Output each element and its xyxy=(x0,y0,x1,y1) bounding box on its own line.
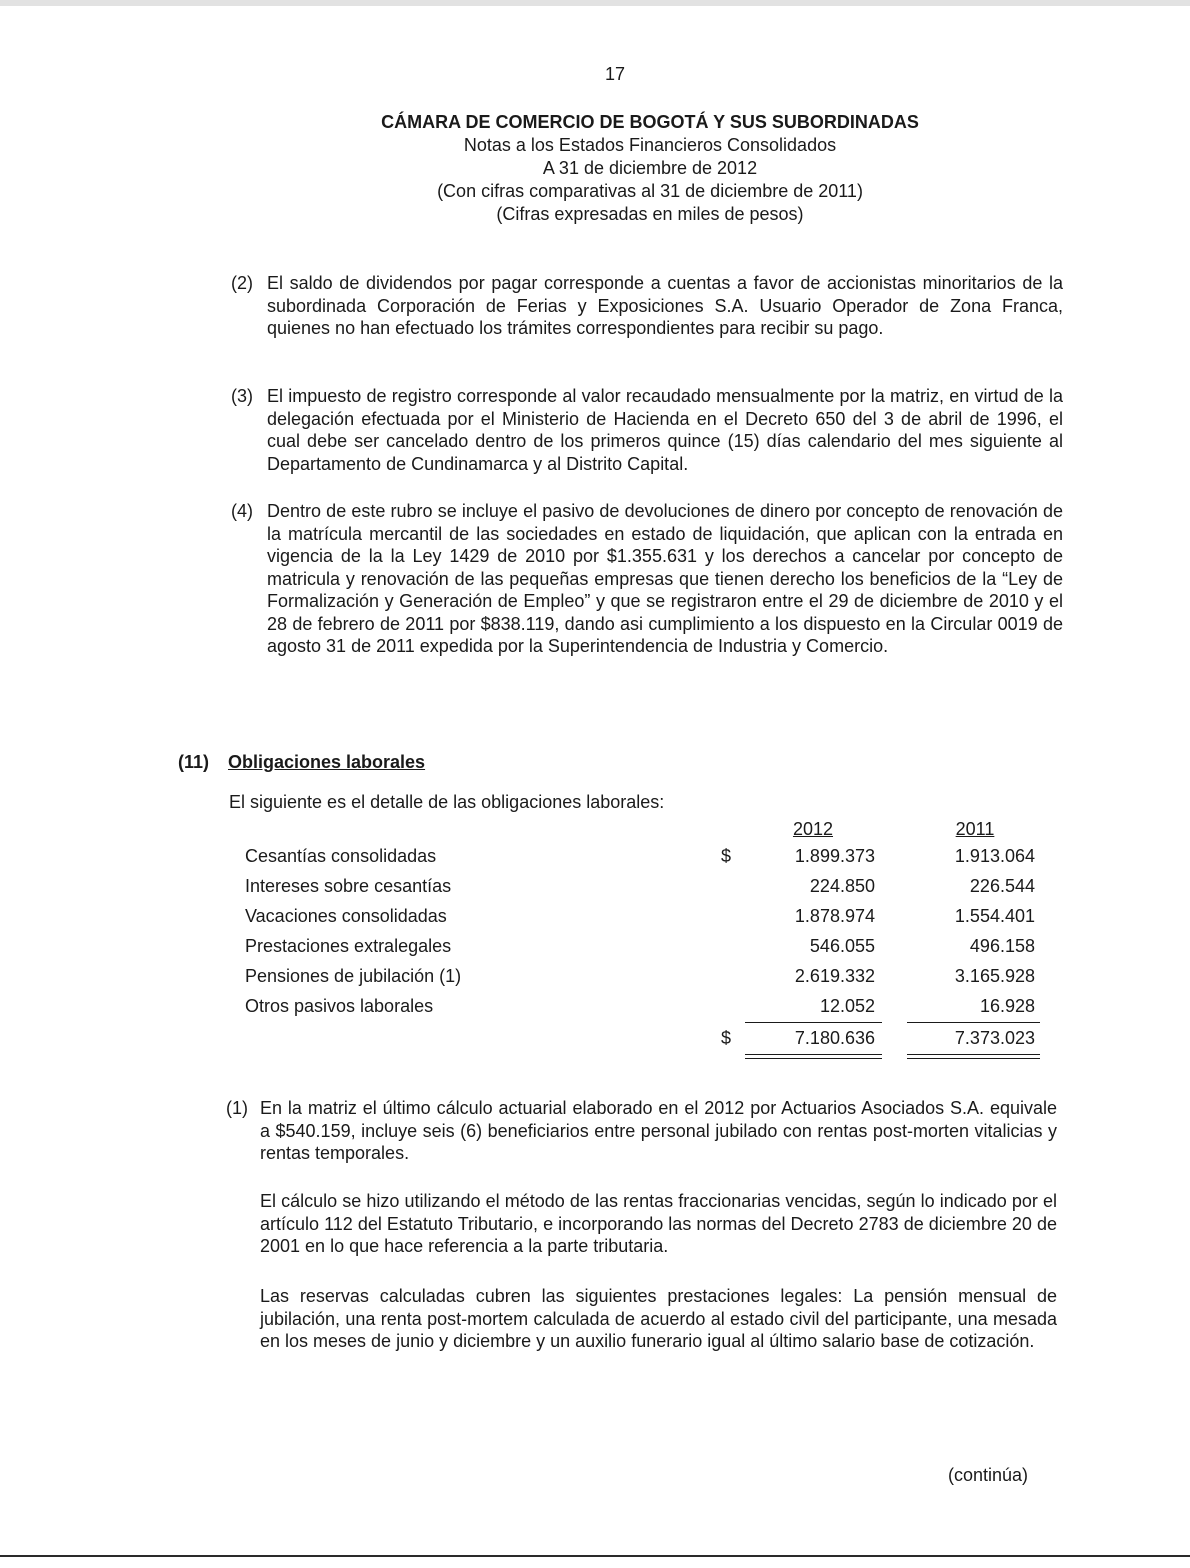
header-units: (Cifras expresadas en miles de pesos) xyxy=(496,204,804,224)
row-label: Otros pasivos laborales xyxy=(245,996,434,1016)
total-double-rule-2012 xyxy=(745,1058,882,1059)
footnote-paragraph: Las reservas calculadas cubren las siguientes prestaciones legales: La pensión mensual de jubilación, una renta post-mortem calculada de acuerdo al estado civil del participante, una mesada en los meses de junio y diciembre y un auxilio funerario igual al último salario base de cotización. xyxy=(260,1286,1057,1351)
value-2011: 1.554.401 xyxy=(954,906,1035,926)
organization-title: CÁMARA DE COMERCIO DE BOGOTÁ Y SUS SUBORDINADAS xyxy=(381,112,919,132)
year-header-2011: 2011 xyxy=(955,819,995,839)
subtotal-rule-2011 xyxy=(907,1022,1040,1023)
document-header xyxy=(0,110,1190,226)
note-number: (4) xyxy=(231,501,253,521)
value-2012: 1.899.373 xyxy=(794,846,875,866)
year-header-2012: 2012 xyxy=(792,819,834,839)
footnote-number: (1) xyxy=(226,1098,248,1118)
currency-symbol: $ xyxy=(721,1028,732,1048)
note-number: (3) xyxy=(231,386,253,406)
currency-symbol: $ xyxy=(721,846,732,866)
value-2011: 226.544 xyxy=(969,876,1035,896)
section-heading xyxy=(178,752,425,773)
row-label: Prestaciones extralegales xyxy=(245,936,452,956)
note-text: El impuesto de registro corresponde al valor recaudado mensualmente por la matriz, en virtud de la delegación efectuada por el Ministerio de Hacienda en el Decreto 650 del 3 de abril de 1996, el cual debe ser cancelado dentro de los primeros quince (15) días calendario del mes siguiente al Departamento de Cundinamarca y al Distrito Capital. xyxy=(267,386,1063,474)
row-label: Pensiones de jubilación (1) xyxy=(245,966,462,986)
continued-marker: (continúa) xyxy=(948,1465,1029,1485)
note-text: El saldo de dividendos por pagar corresponde a cuentas a favor de accionistas minoritarios de la subordinada Corporación de Ferias y Exposiciones S.A. Usuario Operador de Zona Franca, quienes no han efectuado los trámites correspondientes para recibir su pago. xyxy=(267,273,1063,338)
value-2012: 224.850 xyxy=(809,876,875,896)
note-text: Dentro de este rubro se incluye el pasivo de devoluciones de dinero por concepto de renovación de la matrícula mercantil de las sociedades en estado de liquidación, que aplican con la entrada en vigencia de la la Ley 1429 de 2010 por $1.355.631 y los derechos a cancelar por concepto de matricula y renovación de las pequeñas empresas que tienen derecho los beneficios de la “Ley de Formalización y Generación de Empleo” y que se registraron entre el 29 de diciembre de 2010 y el 28 de febrero de 2011 por $838.119, dando asi cumplimiento a los dispuesto en la Circular 0019 de agosto 31 de 2011 expedida por la Superintendencia de Industria y Comercio. xyxy=(267,501,1063,656)
total-double-rule-2011 xyxy=(907,1058,1040,1059)
header-subtitle: Notas a los Estados Financieros Consolidados xyxy=(463,135,837,155)
section-title: Obligaciones laborales xyxy=(228,752,426,772)
value-2011: 3.165.928 xyxy=(954,966,1035,986)
footnote-paragraph: El cálculo se hizo utilizando el método de las rentas fraccionarias vencidas, según lo indicado por el artículo 112 del Estatuto Tributario, e incorporando las normas del Decreto 2783 de diciembre 20 de 2001 en lo que hace referencia a la parte tributaria. xyxy=(260,1191,1057,1256)
value-2011: 1.913.064 xyxy=(954,846,1035,866)
row-label: Intereses sobre cesantías xyxy=(245,876,452,896)
total-2011: 7.373.023 xyxy=(954,1028,1035,1048)
note-2 xyxy=(231,272,1063,340)
page-number: 17 xyxy=(604,64,626,84)
note-number: (2) xyxy=(231,273,253,293)
value-2011: 16.928 xyxy=(979,996,1035,1016)
value-2011: 496.158 xyxy=(969,936,1035,956)
footnote-1 xyxy=(226,1097,1057,1165)
value-2012: 546.055 xyxy=(809,936,875,956)
footnote-paragraph: En la matriz el último cálculo actuarial elaborado en el 2012 por Actuarios Asociados S.A. equivale a $540.159, incluye seis (6) beneficiarios entre personal jubilado con rentas post-morten vitalicias y rentas temporales. xyxy=(260,1098,1057,1163)
section-number: (11) xyxy=(178,752,210,772)
note-4 xyxy=(231,500,1063,658)
note-3 xyxy=(231,385,1063,475)
header-comparative: (Con cifras comparativas al 31 de diciembre de 2011) xyxy=(437,181,863,201)
total-double-rule-2011 xyxy=(907,1054,1040,1055)
value-2012: 12.052 xyxy=(819,996,875,1016)
total-double-rule-2012 xyxy=(745,1054,882,1055)
subtotal-rule-2012 xyxy=(745,1022,882,1023)
row-label: Vacaciones consolidadas xyxy=(245,906,447,926)
header-date: A 31 de diciembre de 2012 xyxy=(542,158,758,178)
scan-bottom-edge xyxy=(0,1555,1190,1557)
row-label: Cesantías consolidadas xyxy=(245,846,437,866)
scan-top-edge xyxy=(0,0,1190,6)
value-2012: 1.878.974 xyxy=(794,906,875,926)
total-2012: 7.180.636 xyxy=(794,1028,875,1048)
section-intro: El siguiente es el detalle de las obligaciones laborales: xyxy=(229,792,665,812)
value-2012: 2.619.332 xyxy=(794,966,875,986)
